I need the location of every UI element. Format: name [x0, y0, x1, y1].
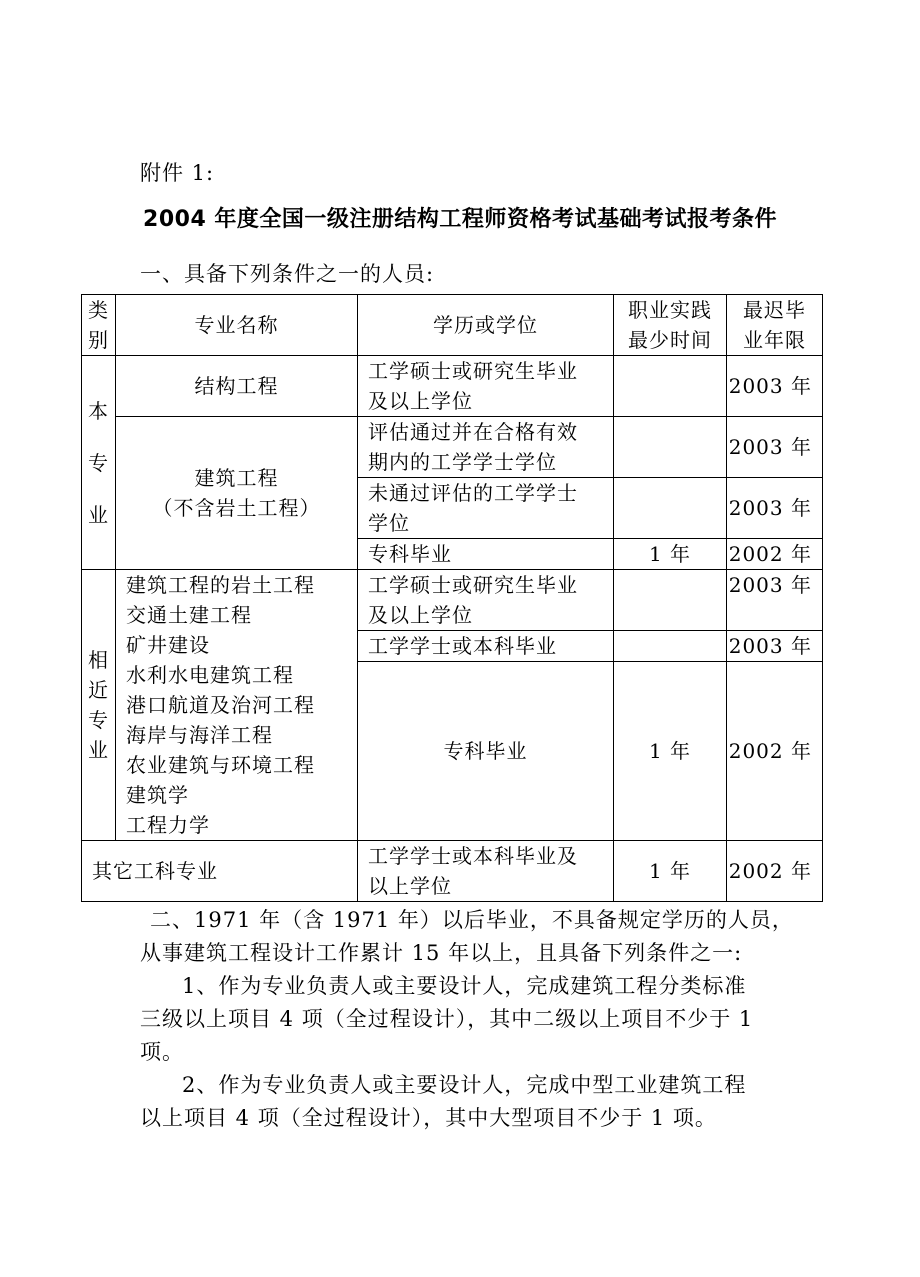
row-practice: 1 年: [614, 539, 727, 570]
page-title: 2004 年度全国一级注册结构工程师资格考试基础考试报考条件: [143, 207, 777, 232]
section2-line2: 从事建筑工程设计工作累计 15 年以上，且具备下列条件之一:: [140, 941, 743, 965]
table-row: [82, 417, 823, 478]
row-practice: [614, 417, 727, 478]
header-major: 专业名称: [116, 295, 358, 356]
major-structural: 结构工程: [116, 356, 358, 417]
table-row: [82, 356, 823, 417]
attachment-label: 附件 1:: [140, 161, 215, 185]
row-deadline: 2002 年: [727, 539, 823, 570]
row-practice: [614, 631, 727, 662]
table-row: [82, 841, 823, 902]
row-degree: 工学硕士或研究生毕业 及以上学位: [358, 570, 614, 631]
table-row: [82, 570, 823, 631]
row-practice: 1 年: [614, 841, 727, 902]
row-degree: 专科毕业: [358, 539, 614, 570]
row-deadline: 2003 年: [727, 356, 823, 417]
row-degree: 工学硕士或研究生毕业 及以上学位: [358, 356, 614, 417]
major-related-list: 建筑工程的岩土工程 交通土建工程 矿井建设 水利水电建筑工程 港口航道及治河工程 海岸与海洋工程 农业建筑与环境工程 建筑学 工程力学: [116, 570, 358, 841]
row-degree: 评估通过并在合格有效 期内的工学学士学位: [358, 417, 614, 478]
header-degree: 学历或学位: [358, 295, 614, 356]
item2-line1: 2、作为专业负责人或主要设计人，完成中型工业建筑工程: [182, 1073, 747, 1097]
item1-line2: 三级以上项目 4 项（全过程设计），其中二级以上项目不少于 1: [140, 1007, 754, 1031]
row-practice: [614, 478, 727, 539]
requirements-table: [81, 294, 823, 902]
category-main: 本 专 业: [82, 356, 116, 570]
row-deadline: 2002 年: [727, 841, 823, 902]
row-degree: 专科毕业: [358, 662, 614, 841]
category-related: 相 近 专 业: [82, 570, 116, 841]
row-degree: 工学学士或本科毕业及 以上学位: [358, 841, 614, 902]
row-deadline: 2003 年: [727, 478, 823, 539]
section1-heading: 一、具备下列条件之一的人员:: [140, 262, 435, 286]
row-deadline: 2002 年: [727, 662, 823, 841]
row-practice: [614, 570, 727, 631]
section2-line1: 二、1971 年（含 1971 年）以后毕业，不具备规定学历的人员，: [150, 908, 794, 932]
row-deadline: 2003 年: [727, 570, 823, 631]
header-category: 类 别: [82, 295, 116, 356]
row-practice: 1 年: [614, 662, 727, 841]
item1-line1: 1、作为专业负责人或主要设计人，完成建筑工程分类标准: [182, 974, 747, 998]
row-deadline: 2003 年: [727, 631, 823, 662]
header-deadline: 最迟毕 业年限: [727, 295, 823, 356]
item1-line3: 项。: [140, 1040, 184, 1064]
table-header-row: [82, 295, 823, 356]
row-practice: [614, 356, 727, 417]
major-building: 建筑工程 （不含岩土工程）: [116, 417, 358, 570]
row-degree: 未通过评估的工学学士 学位: [358, 478, 614, 539]
row-deadline: 2003 年: [727, 417, 823, 478]
item2-line2: 以上项目 4 项（全过程设计），其中大型项目不少于 1 项。: [140, 1106, 717, 1130]
major-other: 其它工科专业: [82, 841, 358, 902]
row-degree: 工学学士或本科毕业: [358, 631, 614, 662]
header-practice: 职业实践 最少时间: [614, 295, 727, 356]
